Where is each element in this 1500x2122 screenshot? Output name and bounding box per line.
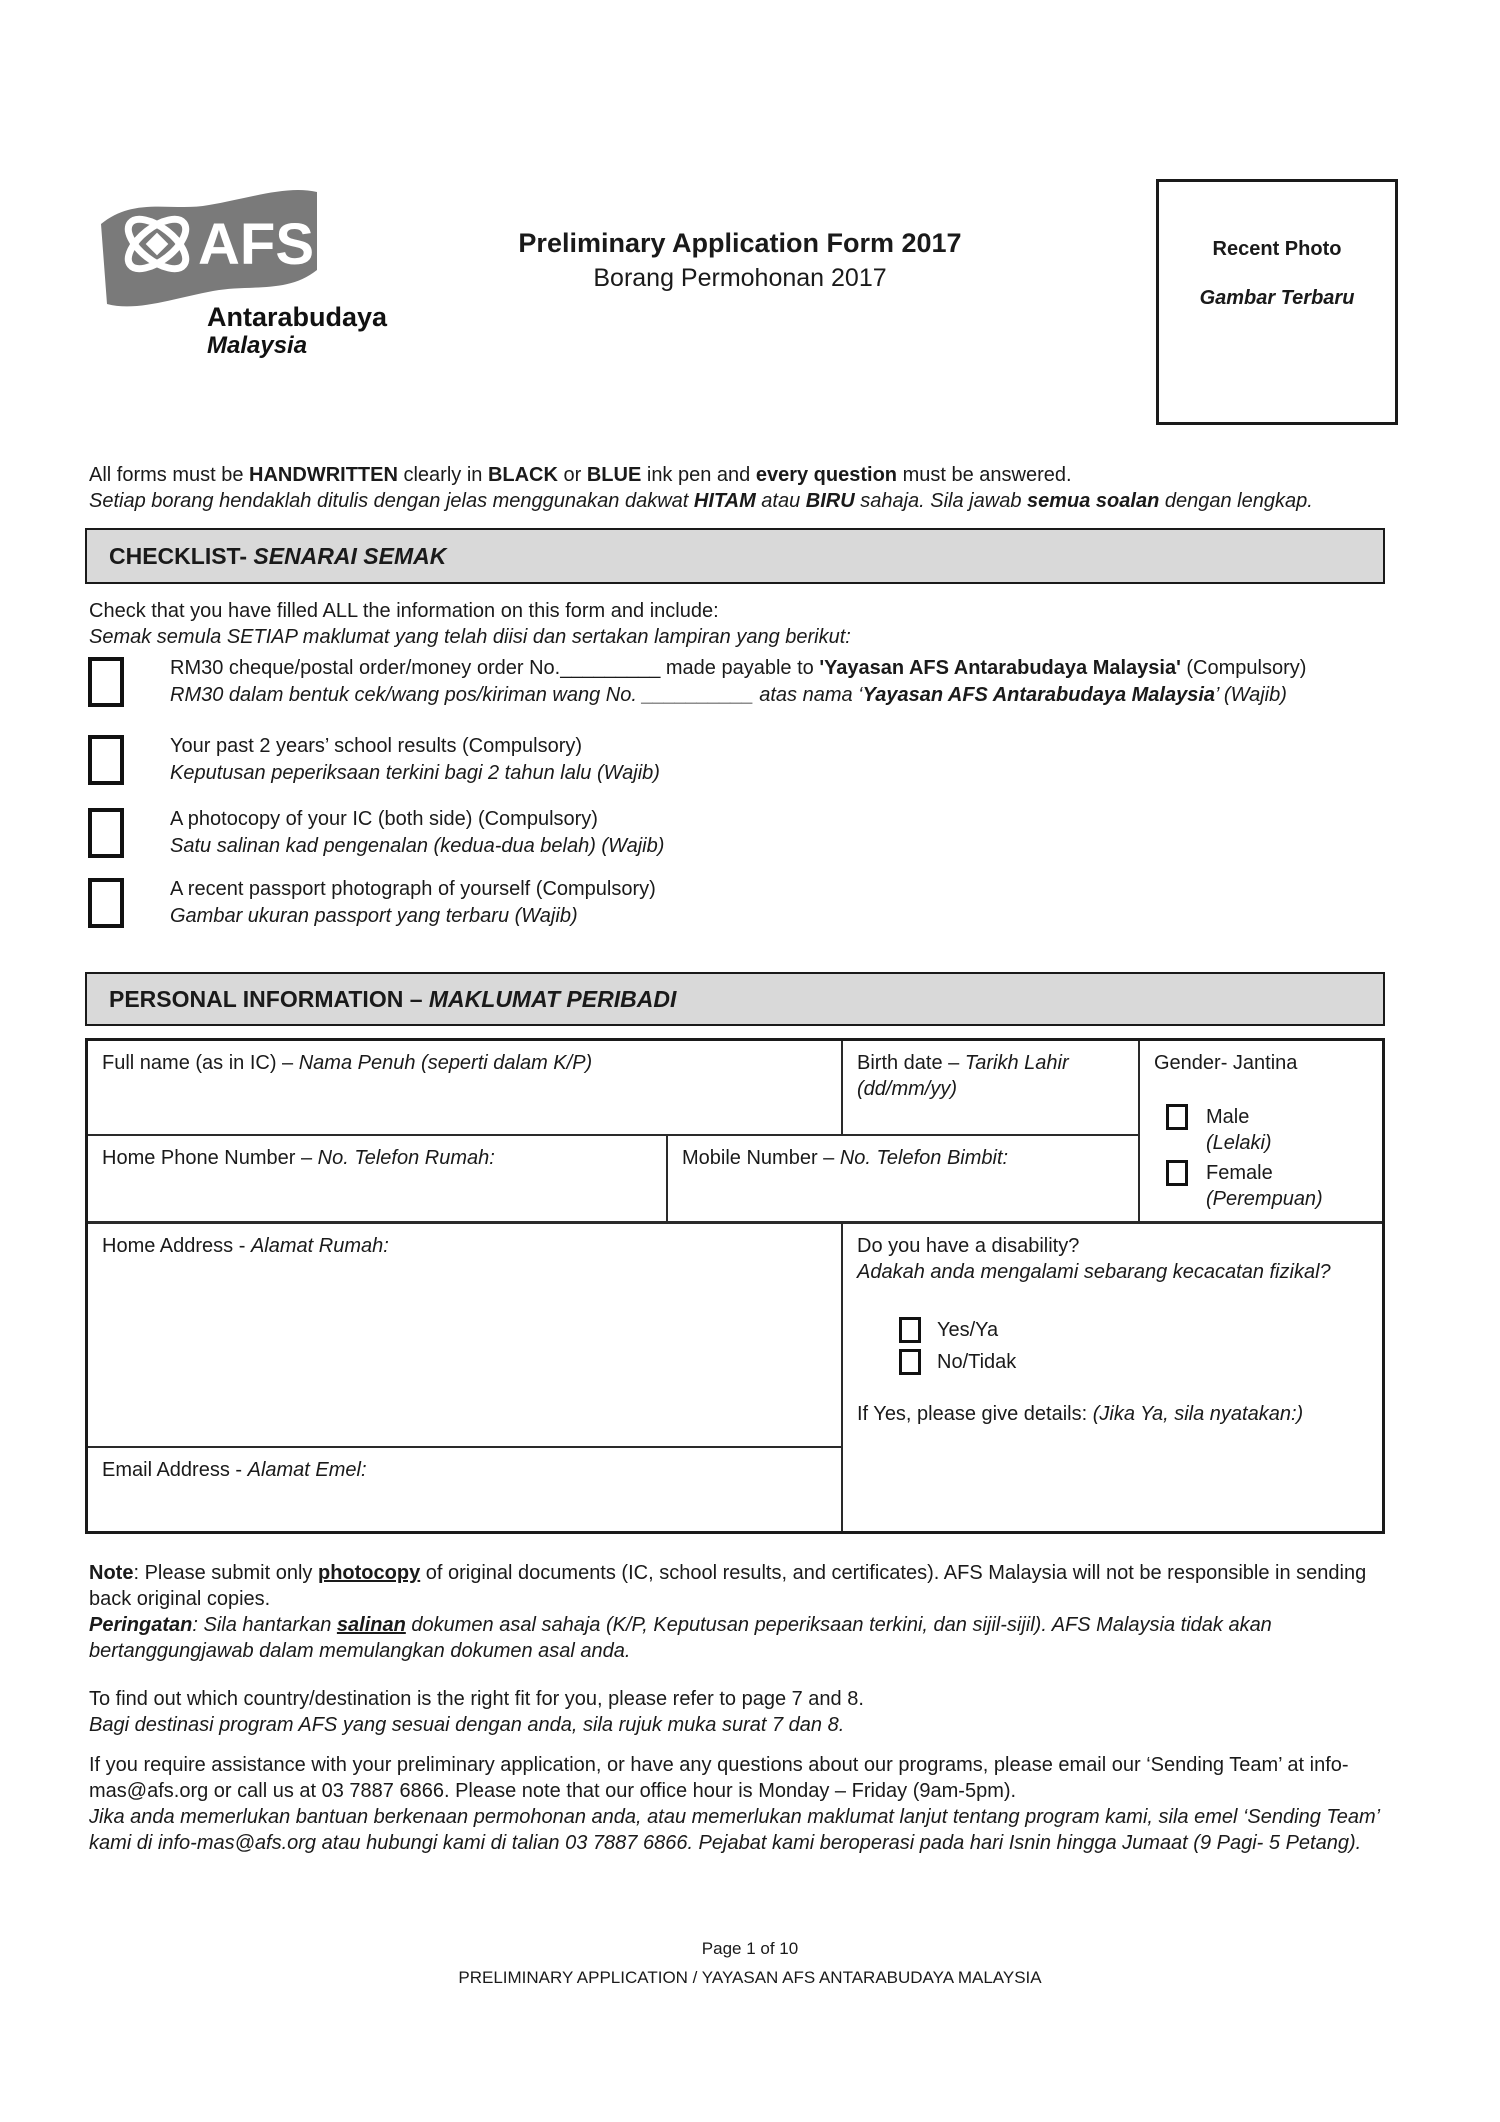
full-name-label: Full name (as in IC) – Nama Penuh (seperti dalam K/P) [102, 1052, 593, 1074]
checklist-item-school-results [88, 733, 660, 787]
bottom-notes [89, 1560, 1385, 1856]
male-label: Male [1206, 1106, 1250, 1128]
form-subtitle: Borang Permohonan 2017 [593, 264, 887, 292]
payment-checkbox[interactable] [88, 657, 124, 707]
ic-photocopy-checkbox[interactable] [88, 808, 124, 858]
mobile-number-label: Mobile Number – No. Telefon Bimbit: [682, 1147, 1009, 1169]
female-checkbox[interactable] [1166, 1160, 1188, 1186]
home-address-field[interactable] [88, 1224, 843, 1448]
checklist-item-ms: RM30 dalam bentuk cek/wang pos/kiriman wang No. __________ atas nama ‘Yayasan AFS Antarabudaya Malaysia’ (Wajib) [170, 684, 1287, 706]
home-address-label: Home Address - Alamat Rumah: [102, 1235, 389, 1257]
disability-option-no [899, 1349, 1368, 1375]
home-phone-label: Home Phone Number – No. Telefon Rumah: [102, 1147, 495, 1169]
gender-option-male [1166, 1104, 1368, 1156]
page-footer [0, 1934, 1500, 1992]
personal-info-section-title: PERSONAL INFORMATION – MAKLUMAT PERIBADI [109, 985, 677, 1012]
gender-label: Gender- Jantina [1154, 1052, 1298, 1074]
checklist-item-en: RM30 cheque/postal order/money order No._________ made payable to 'Yayasan AFS Antarabudaya Malaysia' (Compulsory) [170, 657, 1307, 679]
note-en: Note: Please submit only photocopy of original documents (IC, school results, and certificates). AFS Malaysia will not be responsible in sending back original copies. [89, 1562, 1367, 1610]
photo-box-label-en: Recent Photo [1212, 238, 1342, 260]
checklist-intro [89, 598, 1385, 650]
birth-date-format: (dd/mm/yy) [857, 1078, 957, 1100]
form-title-block [400, 228, 1080, 293]
form-title: Preliminary Application Form 2017 [518, 228, 962, 258]
disability-no-checkbox[interactable] [899, 1349, 921, 1375]
birth-date-label: Birth date – Tarikh Lahir [857, 1052, 1069, 1074]
checklist-item-en: Your past 2 years’ school results (Compulsory) [170, 735, 583, 757]
birth-date-field[interactable] [843, 1041, 1140, 1136]
svg-text:AFS: AFS [198, 212, 314, 277]
email-field[interactable] [88, 1448, 843, 1531]
recent-photo-box [1156, 179, 1398, 425]
assistance-note-en: If you require assistance with your preliminary application, or have any questions about our programs, please email our ‘Sending Team’ at info-mas@afs.org or call us at 03 7887 6866. Please note that our office hour is Monday – Friday (9am-5pm). [89, 1754, 1349, 1802]
passport-photo-checkbox[interactable] [88, 878, 124, 928]
gender-field [1140, 1041, 1382, 1224]
email-label: Email Address - Alamat Emel: [102, 1459, 367, 1481]
disability-yes-checkbox[interactable] [899, 1317, 921, 1343]
female-label: Female [1206, 1162, 1273, 1184]
disability-question-ms: Adakah anda mengalami sebarang kecacatan fizikal? [857, 1261, 1331, 1283]
checklist-item-ms: Keputusan peperiksaan terkini bagi 2 tahun lalu (Wajib) [170, 762, 660, 784]
personal-info-table [85, 1038, 1385, 1534]
female-label-ms: (Perempuan) [1206, 1188, 1323, 1210]
checklist-item-en: A photocopy of your IC (both side) (Compulsory) [170, 808, 598, 830]
male-checkbox[interactable] [1166, 1104, 1188, 1130]
checklist-item-ms: Satu salinan kad pengenalan (kedua-dua belah) (Wajib) [170, 835, 665, 857]
logo-org-name: Antarabudaya [207, 302, 388, 332]
school-results-checkbox[interactable] [88, 735, 124, 785]
checklist-item-ms: Gambar ukuran passport yang terbaru (Wajib) [170, 905, 578, 927]
checklist-intro-en: Check that you have filled ALL the information on this form and include: [89, 600, 719, 622]
form-instructions [89, 462, 1385, 514]
full-name-field[interactable] [88, 1041, 843, 1136]
page-number: Page 1 of 10 [701, 1939, 799, 1958]
disability-field [843, 1224, 1382, 1531]
disability-question-en: Do you have a disability? [857, 1235, 1080, 1257]
instructions-ms: Setiap borang hendaklah ditulis dengan jelas menggunakan dakwat HITAM atau BIRU sahaja. Sila jawab semua soalan dengan lengkap. [89, 490, 1313, 512]
note-ms: Peringatan: Sila hantarkan salinan dokumen asal sahaja (K/P, Keputusan peperiksaan terkini, dan sijil-sijil). AFS Malaysia tidak akan bertanggungjawab dalam memulangkan dokumen asal anda. [89, 1614, 1272, 1662]
afs-logo [95, 182, 388, 367]
male-label-ms: (Lelaki) [1206, 1132, 1272, 1154]
afs-flag-icon [95, 182, 323, 310]
checklist-item-payment [88, 655, 1306, 709]
checklist-item-passport-photo [88, 876, 656, 930]
checklist-section-header [85, 528, 1385, 584]
disability-details-label: If Yes, please give details: (Jika Ya, sila nyatakan:) [857, 1403, 1304, 1425]
gender-option-female [1166, 1160, 1368, 1212]
assistance-note-ms: Jika anda memerlukan bantuan berkenaan permohonan anda, atau memerlukan maklumat lanjut tentang program kami, sila emel ‘Sending Team’ kami di info-mas@afs.org atau hubungi kami di talian 03 7887 6866. Pejabat kami beroperasi pada hari Isnin hingga Jumaat (9 Pagi- 5 Petang). [89, 1806, 1380, 1854]
disability-no-label: No/Tidak [937, 1351, 1017, 1373]
disability-option-yes [899, 1317, 1368, 1343]
destination-note-en: To find out which country/destination is the right fit for you, please refer to page 7 and 8. [89, 1688, 864, 1710]
mobile-number-field[interactable] [668, 1136, 1140, 1224]
personal-info-section-header [85, 972, 1385, 1026]
checklist-section-title: CHECKLIST- SENARAI SEMAK [109, 542, 447, 569]
instructions-en: All forms must be HANDWRITTEN clearly in BLACK or BLUE ink pen and every question must be answered. [89, 464, 1072, 486]
destination-note-ms: Bagi destinasi program AFS yang sesuai dengan anda, sila rujuk muka surat 7 dan 8. [89, 1714, 845, 1736]
checklist-intro-ms: Semak semula SETIAP maklumat yang telah diisi dan sertakan lampiran yang berikut: [89, 626, 851, 648]
home-phone-field[interactable] [88, 1136, 668, 1224]
disability-yes-label: Yes/Ya [937, 1319, 999, 1341]
checklist-item-en: A recent passport photograph of yourself (Compulsory) [170, 878, 656, 900]
logo-country-name: Malaysia [207, 332, 308, 359]
photo-box-label-ms: Gambar Terbaru [1199, 287, 1355, 309]
checklist-item-ic-photocopy [88, 806, 664, 860]
footer-doc-title: PRELIMINARY APPLICATION / YAYASAN AFS ANTARABUDAYA MALAYSIA [458, 1968, 1042, 1987]
